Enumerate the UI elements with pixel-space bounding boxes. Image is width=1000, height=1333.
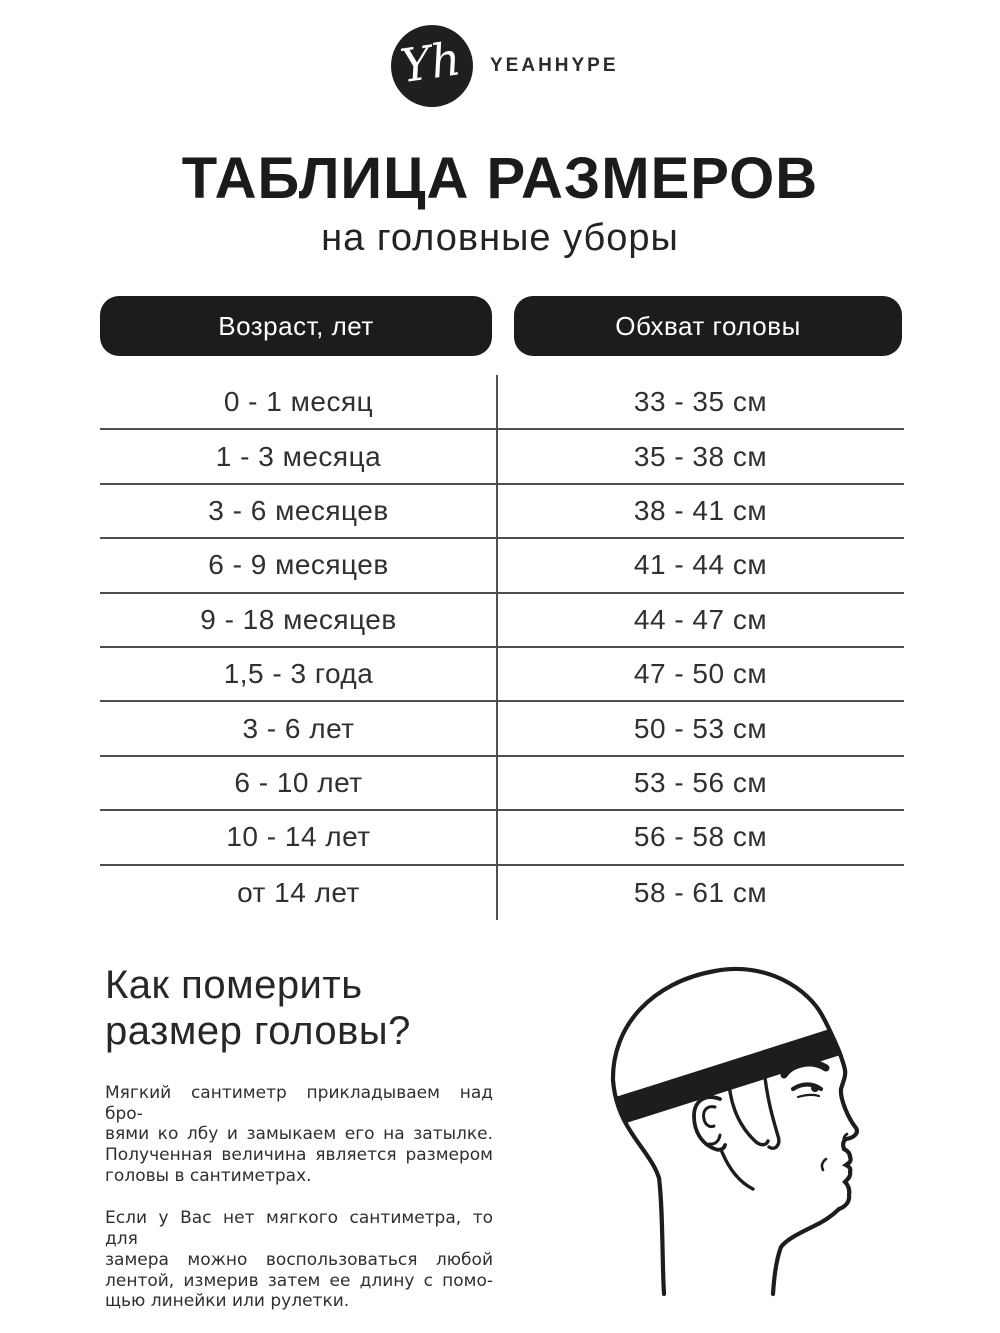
size-cell: 35 - 38 см	[633, 440, 768, 472]
table-row	[100, 376, 904, 430]
age-cell: 6 - 9 месяцев	[208, 549, 389, 581]
column-header-age: Возраст, лет	[100, 296, 492, 356]
table-row	[100, 648, 904, 702]
paragraph-line: вями ко лбу и замыкаем его на затылке.	[105, 1124, 493, 1145]
size-cell: 53 - 56 см	[633, 766, 768, 798]
paragraph-line: лентой, измерив затем ее длину с помо-	[105, 1270, 493, 1291]
head-outline	[613, 969, 857, 1294]
age-cell: от 14 лет	[237, 876, 360, 908]
brand-name: YEAHHYPE	[490, 55, 619, 76]
size-cell: 58 - 61 см	[633, 876, 768, 908]
how-to-paragraph-2	[105, 1208, 493, 1312]
age-cell: 3 - 6 лет	[242, 712, 355, 744]
table-row	[100, 485, 904, 539]
paragraph-line: Полученная величина является размером	[105, 1144, 493, 1165]
age-cell: 1,5 - 3 года	[223, 658, 374, 690]
size-cell: 41 - 44 см	[633, 549, 768, 581]
age-cell: 3 - 6 месяцев	[208, 494, 389, 526]
how-to-heading: Как померить размер головы?	[105, 963, 411, 1054]
table-row	[100, 430, 904, 484]
age-cell: 0 - 1 месяц	[223, 386, 374, 418]
paragraph-line: Если у Вас нет мягкого сантиметра, то для	[105, 1208, 493, 1250]
size-cell: 44 - 47 см	[633, 603, 768, 635]
size-cell: 50 - 53 см	[633, 712, 768, 744]
eye	[793, 1084, 821, 1097]
table-row	[100, 539, 904, 593]
table-row	[100, 811, 904, 865]
page-subtitle: на головные уборы	[321, 217, 679, 259]
how-to-paragraph-1	[105, 1083, 493, 1187]
table-row	[100, 594, 904, 648]
column-header-circumference: Обхват головы	[514, 296, 902, 356]
table-row	[100, 866, 904, 920]
size-table	[100, 376, 904, 921]
age-cell: 10 - 14 лет	[226, 821, 371, 853]
paragraph-line: щью линейки или рулетки.	[105, 1291, 350, 1312]
paragraph-line: замера можно воспользоваться любой	[105, 1249, 493, 1270]
paragraph-line: головы в сантиметрах.	[105, 1165, 312, 1186]
head-profile-illustration	[588, 948, 978, 1298]
ear	[694, 1097, 725, 1150]
column-divider	[496, 375, 498, 920]
eyebrow	[784, 1063, 826, 1075]
how-to-section	[105, 962, 497, 1333]
brand-header	[391, 25, 619, 107]
size-cell: 33 - 35 см	[633, 386, 768, 418]
brand-monogram: Yh	[396, 31, 464, 94]
size-cell: 47 - 50 см	[633, 658, 768, 690]
size-cell: 38 - 41 см	[633, 494, 768, 526]
age-cell: 6 - 10 лет	[234, 766, 363, 798]
brand-logo-icon	[391, 25, 473, 107]
size-cell: 56 - 58 см	[633, 821, 768, 853]
age-cell: 9 - 18 месяцев	[200, 603, 397, 635]
table-row	[100, 702, 904, 756]
jaw-line	[722, 1152, 753, 1189]
age-cell: 1 - 3 месяца	[215, 440, 382, 472]
page-title: ТАБЛИЦА РАЗМЕРОВ	[181, 146, 819, 211]
mouth-corner-line	[822, 1159, 826, 1170]
paragraph-line: Мягкий сантиметр прикладываем над бро-	[105, 1082, 493, 1124]
table-row	[100, 757, 904, 811]
